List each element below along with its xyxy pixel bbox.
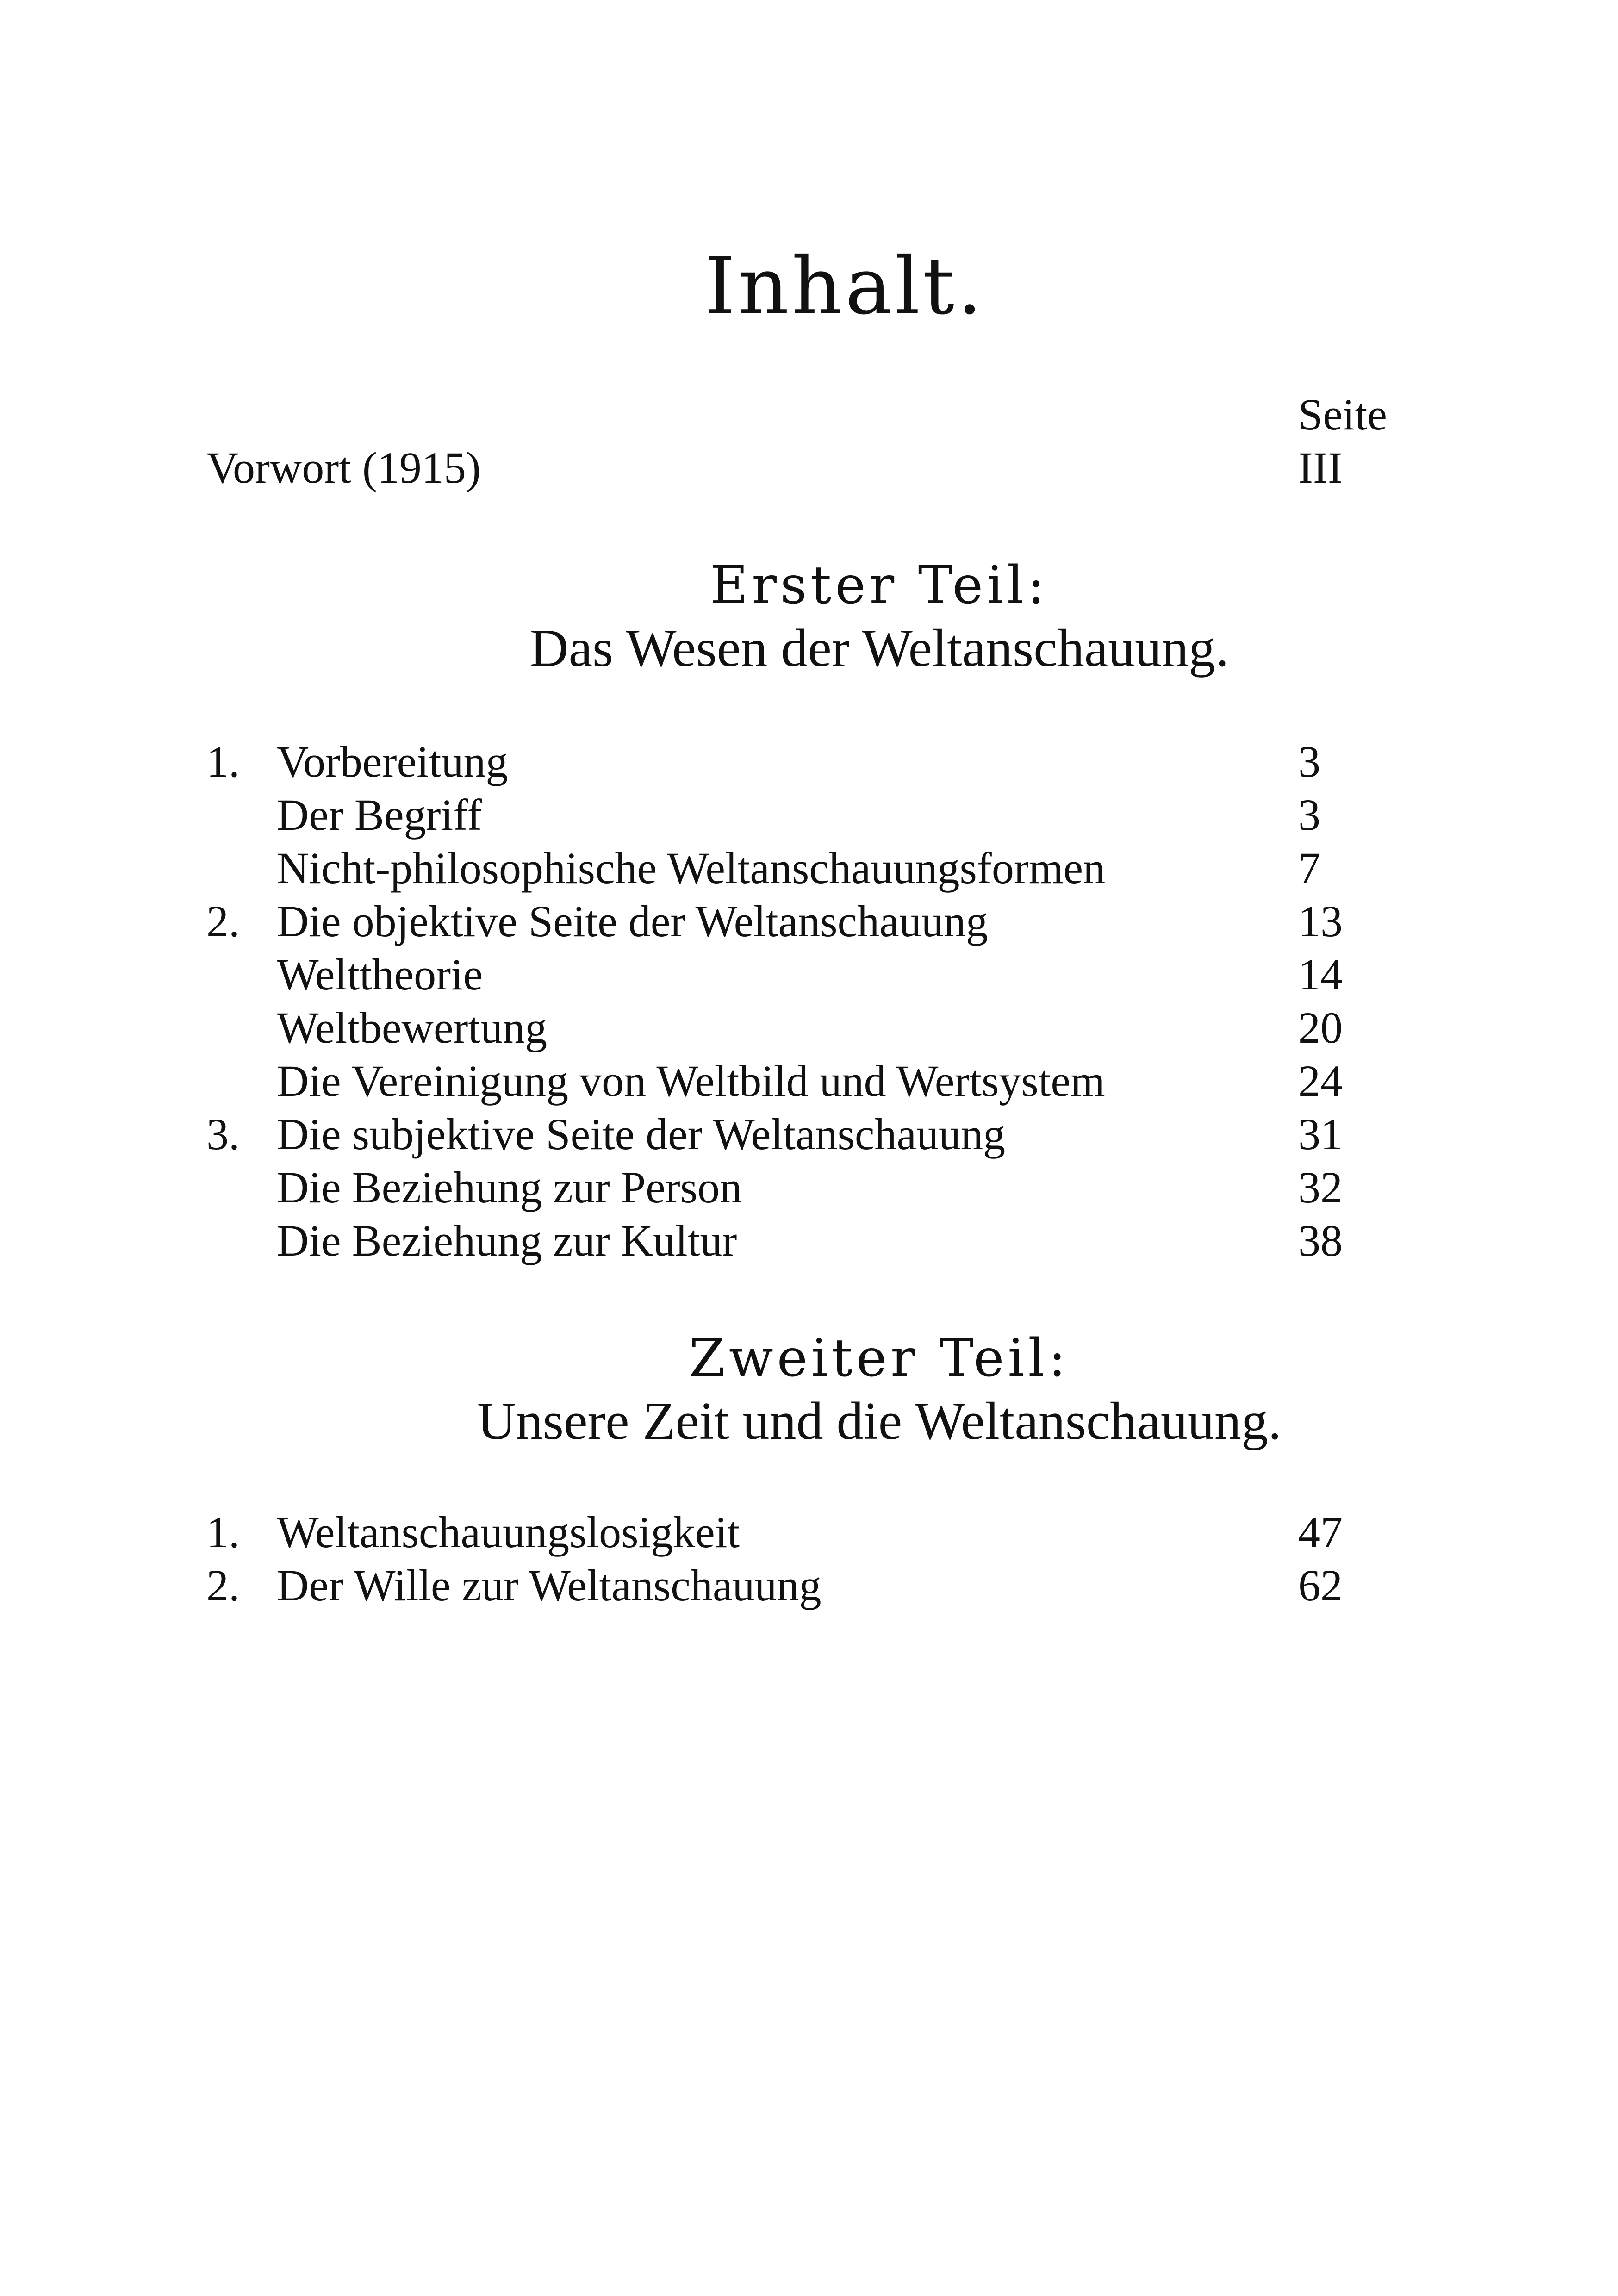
toc-row: [0, 736, 1618, 789]
toc-page: 14: [1298, 950, 1343, 999]
toc-row: [0, 1002, 1618, 1055]
toc-row: [0, 842, 1618, 896]
part-1-subtitle: Das Wesen der Weltanschauung.: [529, 619, 1229, 678]
toc-label: Der Begriff: [277, 790, 482, 840]
toc-label: Der Wille zur Weltanschauung: [277, 1561, 821, 1610]
toc-page: 7: [1298, 843, 1320, 893]
toc-row: [0, 1108, 1618, 1162]
toc-row: [0, 1560, 1618, 1613]
toc-row: [0, 896, 1618, 949]
toc-row: [0, 949, 1618, 1002]
toc-row: [0, 789, 1618, 842]
toc-label: Die Beziehung zur Person: [277, 1163, 742, 1212]
toc-row: [0, 1506, 1618, 1560]
preface-label: Vorwort (1915): [206, 443, 481, 492]
toc-number: 1.: [206, 737, 240, 786]
part-1-title: Erster Teil:: [710, 555, 1049, 616]
toc-label: Die objektive Seite der Weltanschauung: [277, 896, 988, 946]
toc-label: Weltbewertung: [277, 1003, 548, 1052]
toc-page: 47: [1298, 1507, 1343, 1557]
toc-label: Nicht-philosophische Weltanschauungsformen: [277, 843, 1106, 893]
toc-page: 38: [1298, 1216, 1343, 1265]
part-2-title: Zweiter Teil:: [689, 1328, 1070, 1388]
toc-page: 13: [1298, 896, 1343, 946]
toc-number: 2.: [206, 1561, 240, 1610]
toc-label: Vorbereitung: [277, 737, 508, 786]
toc-page: 20: [1298, 1003, 1343, 1052]
toc-page: 3: [1298, 737, 1320, 786]
toc-page: 32: [1298, 1163, 1343, 1212]
toc-row: [0, 1055, 1618, 1108]
toc-number: 1.: [206, 1507, 240, 1557]
toc-number: 3.: [206, 1109, 240, 1159]
toc-page: 3: [1298, 790, 1320, 840]
toc-label: Welttheorie: [277, 950, 483, 999]
toc-label: Die subjektive Seite der Weltanschauung: [277, 1109, 1006, 1159]
toc-label: Die Vereinigung von Weltbild und Wertsystem: [277, 1056, 1105, 1106]
toc-page: 31: [1298, 1109, 1343, 1159]
page-column-header: Seite: [1298, 390, 1387, 439]
part-2-subtitle: Unsere Zeit und die Weltanschauung.: [477, 1392, 1282, 1451]
toc-page: 24: [1298, 1056, 1343, 1106]
toc-page: 62: [1298, 1561, 1343, 1610]
toc-row: [0, 1215, 1618, 1268]
page-title: Inhalt.: [704, 241, 985, 332]
toc-label: Die Beziehung zur Kultur: [277, 1216, 737, 1265]
toc-number: 2.: [206, 896, 240, 946]
preface-page: III: [1298, 443, 1343, 492]
toc-label: Weltanschauungslosigkeit: [277, 1507, 740, 1557]
toc-row: [0, 1162, 1618, 1215]
